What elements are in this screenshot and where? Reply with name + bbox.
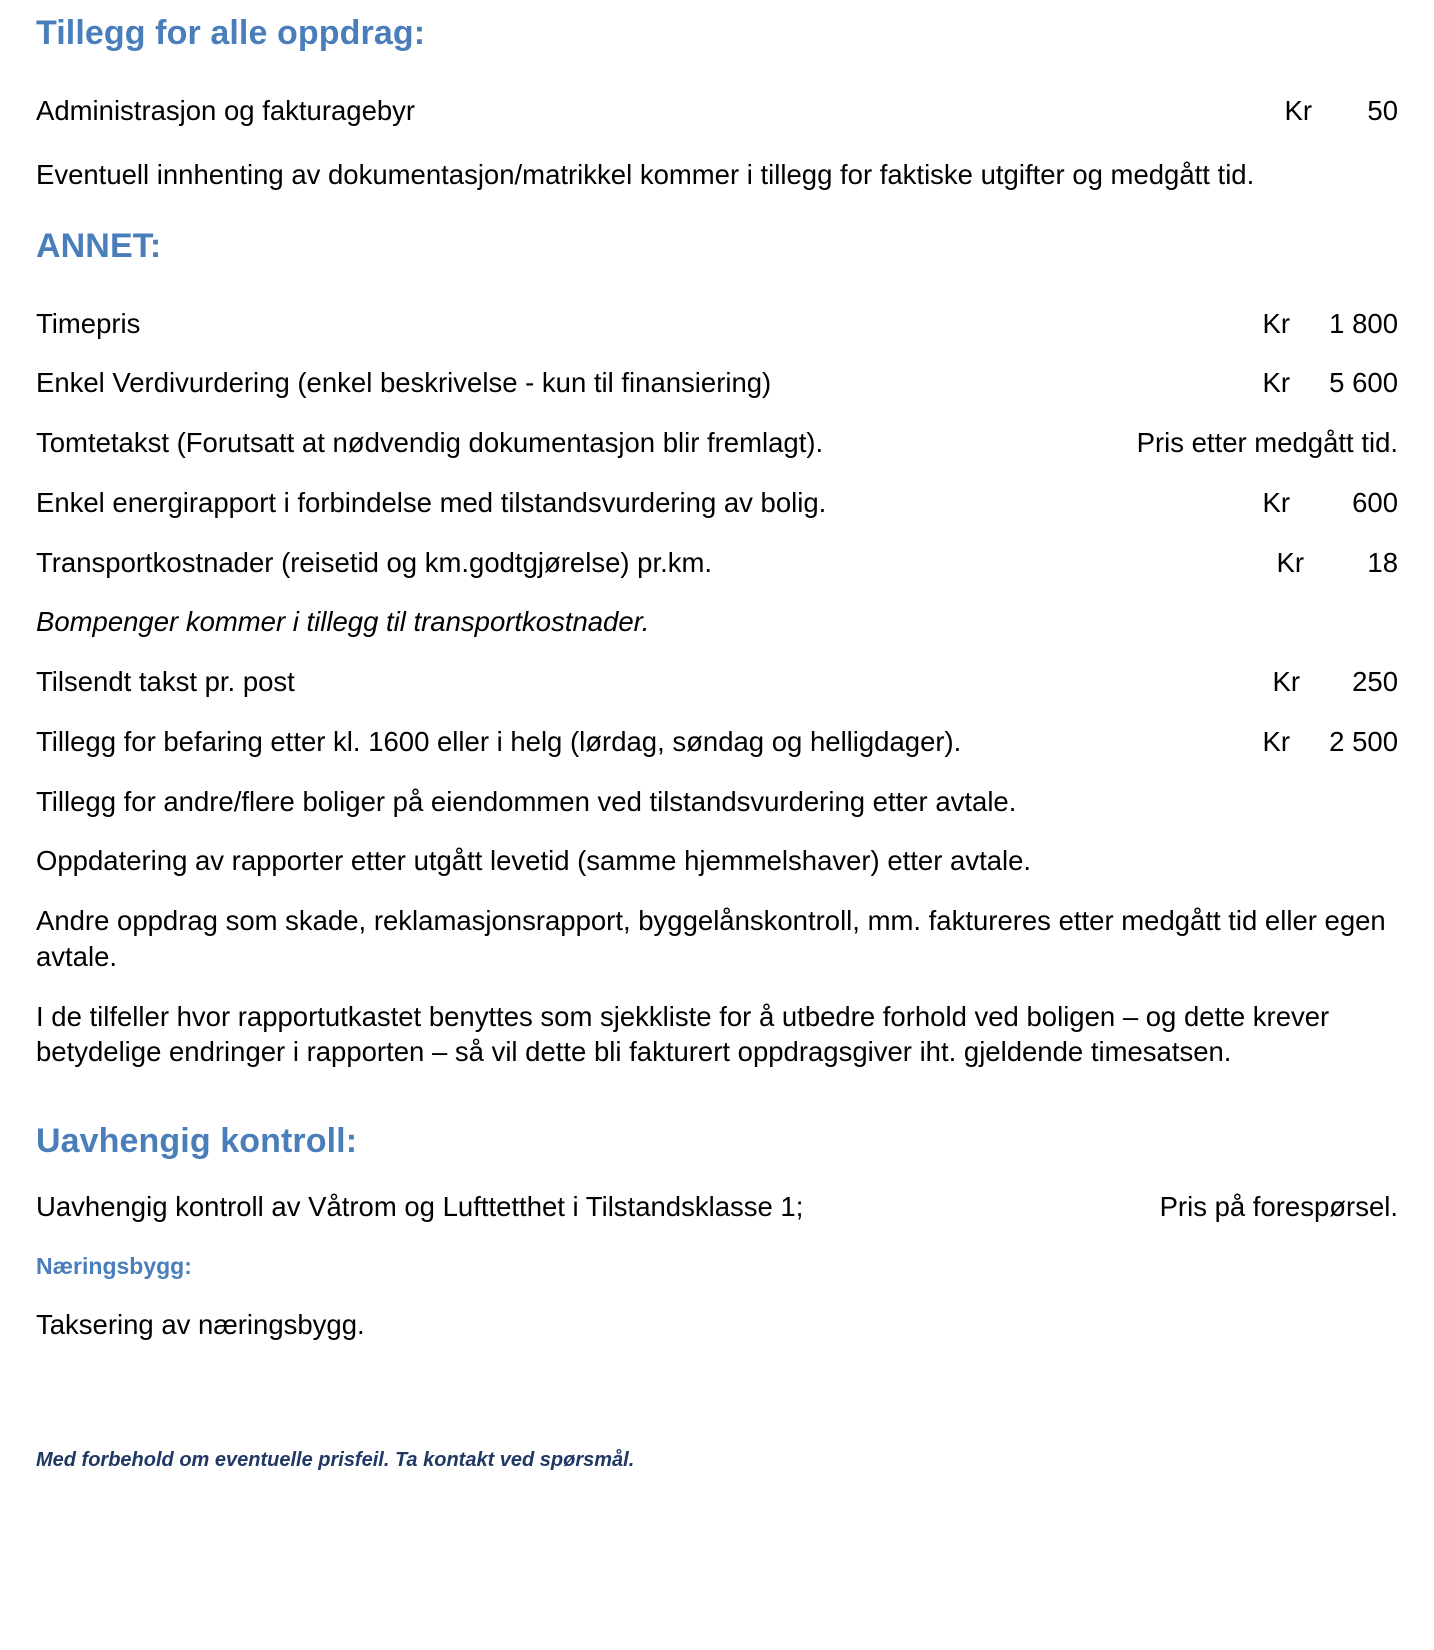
price-row-label: Tillegg for befaring etter kl. 1600 eller i helg (lørdag, søndag og helligdager). [36,725,962,757]
price-row-amount: 50 [1367,95,1398,127]
price-row-befaring-tillegg [36,724,1398,760]
price-row-administrasjon [36,93,1398,129]
price-row-label: Administrasjon og fakturagebyr [36,95,416,127]
price-row-label: Transportkostnader (reisetid og km.godtgjørelse) pr.km. [36,546,713,578]
annet-paragraph-andre-oppdrag: Andre oppdrag som skade, reklamasjonsrapport, byggelånskontroll, mm. faktureres etter medgått tid eller egen avtale. [36,905,1386,972]
price-row-tomtetakst [36,425,1398,461]
price-row-currency: Kr [1276,546,1304,578]
section-heading-annet: ANNET: [36,226,162,265]
footer-disclaimer: Med forbehold om eventuelle prisfeil. Ta kontakt ved spørsmål. [36,1449,635,1472]
price-row-currency: Kr [1262,367,1290,399]
section-heading-uavhengig-kontroll: Uavhengig kontroll: [36,1122,358,1161]
price-row-label: Uavhengig kontroll av Våtrom og Lufttetthet i Tilstandsklasse 1; [36,1191,804,1223]
price-row-currency: Kr [1272,666,1300,698]
price-row-amount: 5 600 [1329,367,1398,399]
price-row-label: Tilsendt takst pr. post [36,666,295,698]
price-row-currency: Kr [1262,725,1290,757]
price-row-verdivurdering [36,365,1398,401]
price-row-amount: 2 500 [1329,725,1398,757]
price-row-transportkostnader [36,545,1398,581]
price-row-currency: Kr [1262,307,1290,339]
tillegg-note: Eventuell innhenting av dokumentasjon/matrikkel kommer i tillegg for faktiske utgifter og medgått tid. [36,158,1255,190]
annet-paragraph-andre-boliger: Tillegg for andre/flere boliger på eiendommen ved tilstandsvurdering etter avtale. [36,785,1017,817]
price-row-energirapport [36,485,1398,521]
price-row-label: Enkel Verdivurdering (enkel beskrivelse - kun til finansiering) [36,367,772,399]
price-row-currency: Kr [1262,486,1290,518]
price-row-tilsendt-takst [36,664,1398,700]
price-row-amount: Pris på forespørsel. [1159,1191,1398,1223]
price-row-amount: 600 [1352,486,1398,518]
price-row-label: Tomtetakst (Forutsatt at nødvendig dokumentasjon blir fremlagt). [36,427,824,459]
price-row-label: Timepris [36,307,141,339]
price-row-currency: Kr [1284,95,1312,127]
naeringsbygg-paragraph: Taksering av næringsbygg. [36,1309,365,1341]
price-row-timepris [36,306,1398,342]
price-row-uavhengig-kontroll [36,1189,1398,1225]
bompenger-note: Bompenger kommer i tillegg til transportkostnader. [36,606,650,638]
price-row-amount: 250 [1352,666,1398,698]
annet-paragraph-oppdatering: Oppdatering av rapporter etter utgått levetid (samme hjemmelshaver) etter avtale. [36,845,1032,877]
section-heading-tillegg: Tillegg for alle oppdrag: [36,14,426,52]
price-row-label: Enkel energirapport i forbindelse med tilstandsvurdering av bolig. [36,486,827,518]
subsection-heading-naeringsbygg: Næringsbygg: [36,1253,192,1280]
price-row-amount: 1 800 [1329,307,1398,339]
annet-paragraph-rapportutkast: I de tilfeller hvor rapportutkastet benyttes som sjekkliste for å utbedre forhold ved boligen – og dette krever betydelige endringer i rapporten – så vil dette bli fakturert oppdragsgiver iht. gjeldende timesatsen. [36,1000,1330,1068]
price-row-amount: 18 [1367,546,1398,578]
price-row-amount: Pris etter medgått tid. [1136,427,1398,459]
